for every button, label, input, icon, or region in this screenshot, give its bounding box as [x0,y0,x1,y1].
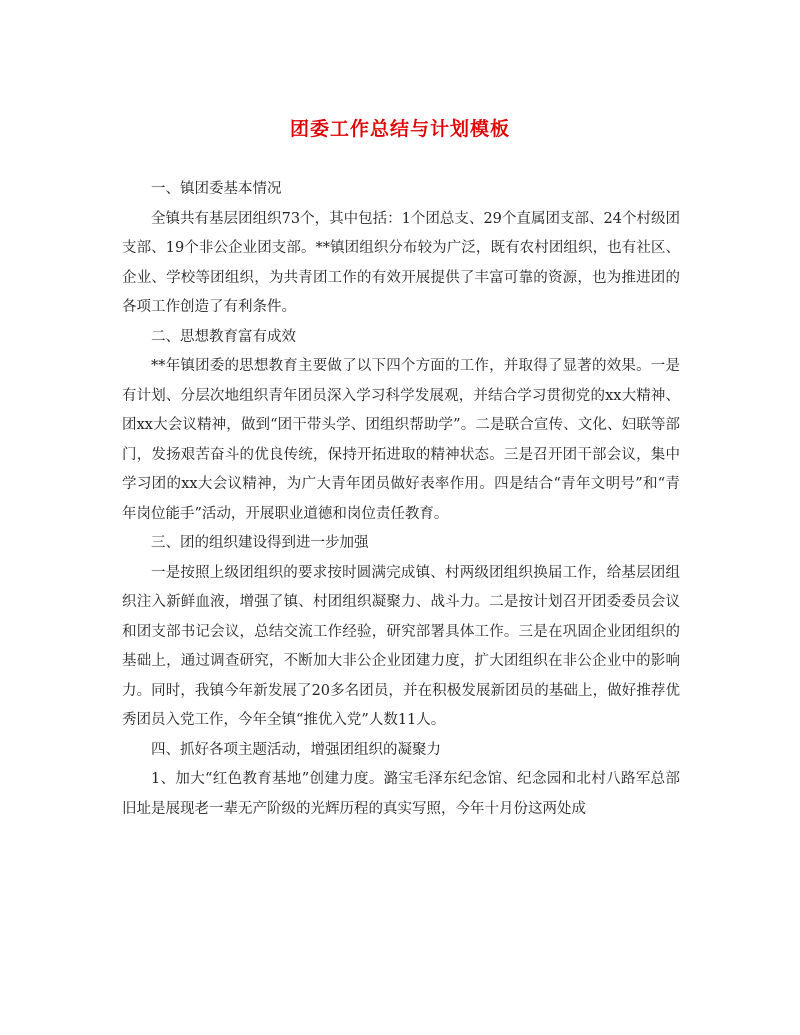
section-heading-3: 三、团的组织建设得到进一步加强 [151,535,369,551]
paragraph-3: 一是按照上级团组织的要求按时圆满完成镇、村两级团组织换届工作，给基层团组织注入新鲜血液，增强了镇、村团组织凝聚力、战斗力。二是按计划召开团委委员会议和团支部书记会议，总结交流工作经验，研究部署具体工作。三是在巩固企业团组织的基础上，通过调查研究，不断加大非公企业团建力度，扩大团组织在非公企业中的影响力。同时，我镇今年新发展了20多名团员，并在积极发展新团员的基础上，做好推荐优秀团员入党工作，今年全镇“推优入党”人数11人。 [122,564,680,728]
paragraph-1: 全镇共有基层团组织73个，其中包括：1个团总支、29个直属团支部、24个村级团支部、19个非公企业团支部。**镇团组织分布较为广泛，既有农村团组织，也有社区、企业、学校等团组织，为共青团工作的有效开展提供了丰富可靠的资源，也为推进团的各项工作创造了有利条件。 [122,210,680,315]
section-heading-4: 四、抓好各项主题活动，增强团组织的凝聚力 [151,741,441,758]
document-body [122,175,680,824]
section-heading-2: 二、思想教育富有成效 [151,328,296,345]
paragraph-4: 1、加大“红色教育基地”创建力度。潞宝毛泽东纪念馆、纪念园和北村八路军总部旧址是展现老一辈无产阶级的光辉历程的真实写照，今年十月份这两处成 [122,771,680,817]
paragraph-2: **年镇团委的思想教育主要做了以下四个方面的工作，并取得了显著的效果。一是有计划、分层次地组织青年团员深入学习科学发展观，并结合学习贯彻党的xx大精神、团xx大会议精神，做到“团干带头学、团组织帮助学”。二是联合宣传、文化、妇联等部门，发扬艰苦奋斗的优良传统，保持开拓进取的精神状态。三是召开团干部会议，集中学习团的xx大会议精神，为广大青年团员做好表率作用。四是结合“青年文明号”和“青年岗位能手”活动，开展职业道德和岗位责任教育。 [122,358,680,522]
document-title: 团委工作总结与计划模板 [289,118,510,140]
section-heading-1: 一、镇团委基本情况 [151,181,282,197]
